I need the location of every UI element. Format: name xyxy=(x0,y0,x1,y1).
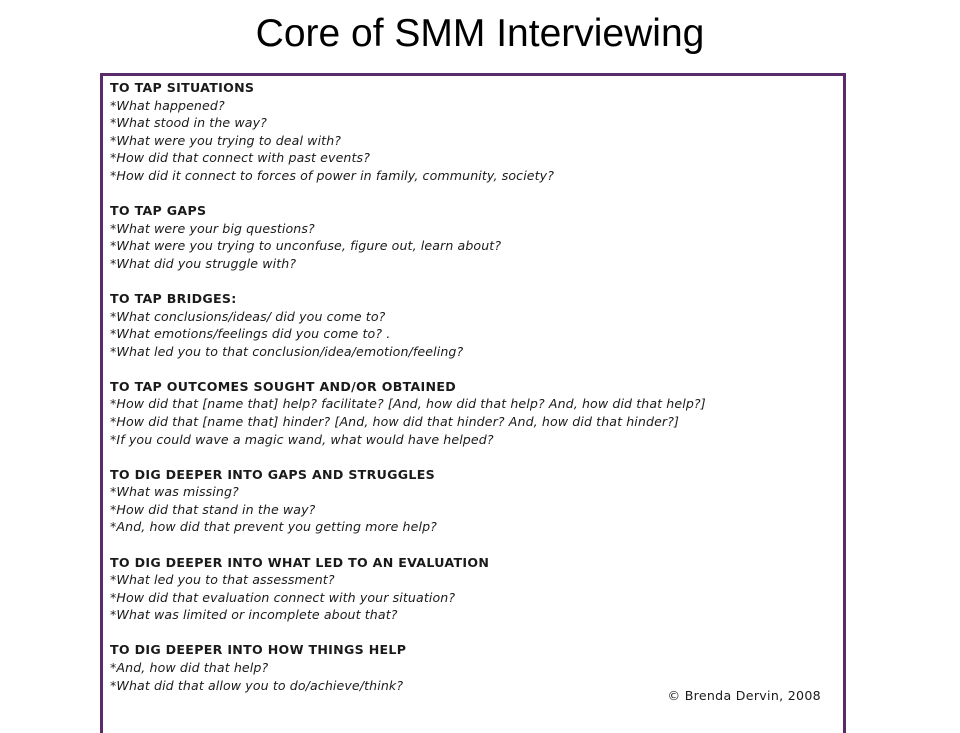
section-bridges xyxy=(110,290,706,360)
question-item: *What led you to that assessment? xyxy=(110,572,335,588)
section-heading: TO TAP SITUATIONS xyxy=(110,80,255,95)
question-item: *And, how did that prevent you getting more help? xyxy=(110,519,437,535)
section-evaluation xyxy=(110,554,706,624)
question-item: *What were your big questions? xyxy=(110,220,315,236)
question-item: *What conclusions/ideas/ did you come to? xyxy=(110,308,386,324)
question-item: *How did that connect with past events? xyxy=(110,150,370,166)
section-heading: TO DIG DEEPER INTO WHAT LED TO AN EVALUATION xyxy=(110,554,490,570)
question-item: *How did that [name that] hinder? [And, how did that hinder? And, how did that hinder?] xyxy=(110,414,680,429)
question-item: *What emotions/feelings did you come to? . xyxy=(110,326,391,342)
question-item: *What were you trying to unconfuse, figure out, learn about? xyxy=(110,238,502,254)
question-item: *If you could wave a magic wand, what would have helped? xyxy=(110,431,494,447)
question-item: *What stood in the way? xyxy=(110,115,267,131)
copyright-notice: © Brenda Dervin, 2008 xyxy=(667,688,821,703)
section-heading: TO TAP GAPS xyxy=(110,203,207,219)
section-heading: TO TAP BRIDGES: xyxy=(110,290,237,306)
slide-title: Core of SMM Interviewing xyxy=(255,12,705,55)
question-item: *How did that [name that] help? facilitate? [And, how did that help? And, how did that help?] xyxy=(110,396,706,412)
question-item: *What was limited or incomplete about that? xyxy=(110,607,398,623)
question-item: *How did that evaluation connect with your situation? xyxy=(110,589,456,605)
section-gaps-struggles xyxy=(110,466,706,536)
question-item: *What led you to that conclusion/idea/emotion/feeling? xyxy=(110,343,464,359)
interview-guide-panel xyxy=(100,73,846,733)
section-heading: TO DIG DEEPER INTO GAPS AND STRUGGLES xyxy=(110,466,435,482)
question-item: *What did you struggle with? xyxy=(110,255,297,271)
question-item: *What happened? xyxy=(110,97,225,113)
question-item: *What did that allow you to do/achieve/think? xyxy=(110,677,404,693)
section-gaps xyxy=(110,202,706,272)
section-how-things-help xyxy=(110,641,706,694)
question-item: *How did it connect to forces of power in family, community, society? xyxy=(110,167,555,183)
question-item: *And, how did that help? xyxy=(110,660,269,676)
section-situations xyxy=(110,79,706,185)
interview-guide-content xyxy=(110,79,706,712)
question-item: *How did that stand in the way? xyxy=(110,501,316,517)
question-item: *What were you trying to deal with? xyxy=(110,132,342,148)
section-heading: TO TAP OUTCOMES SOUGHT AND/OR OBTAINED xyxy=(110,378,457,394)
section-heading: TO DIG DEEPER INTO HOW THINGS HELP xyxy=(110,642,407,658)
question-item: *What was missing? xyxy=(110,484,239,500)
section-outcomes xyxy=(110,378,706,448)
